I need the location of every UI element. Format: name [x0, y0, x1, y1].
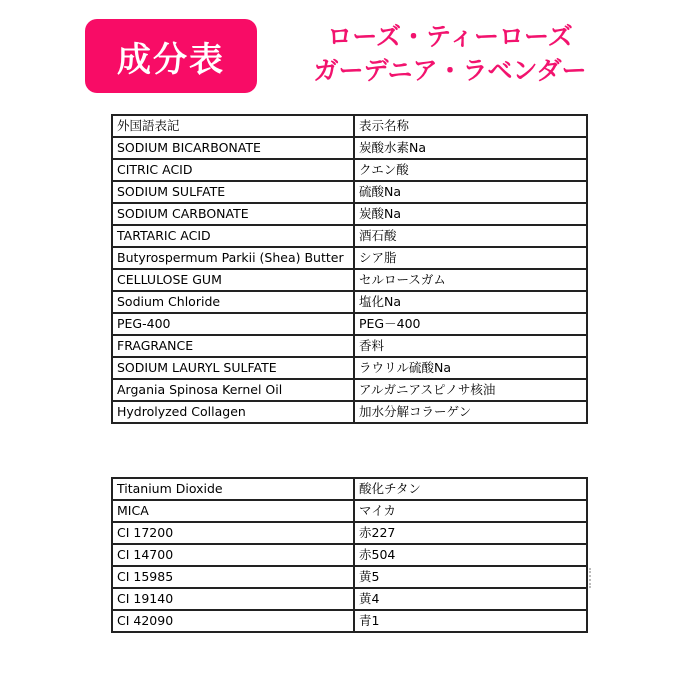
table-row: [112, 566, 587, 588]
display-name-cell: 炭酸Na: [354, 203, 587, 225]
table-row: [112, 335, 587, 357]
foreign-name-cell: CI 17200: [112, 522, 354, 544]
product-title: [300, 20, 600, 88]
display-name-cell: 赤227: [354, 522, 587, 544]
foreign-name-cell: CITRIC ACID: [112, 159, 354, 181]
foreign-name-cell: Titanium Dioxide: [112, 478, 354, 500]
foreign-name-cell: PEG-400: [112, 313, 354, 335]
foreign-name-cell: SODIUM BICARBONATE: [112, 137, 354, 159]
display-name-cell: 炭酸水素Na: [354, 137, 587, 159]
display-name-cell: ラウリル硫酸Na: [354, 357, 587, 379]
display-name-cell: シア脂: [354, 247, 587, 269]
table-row: [112, 269, 587, 291]
display-name-cell: 香料: [354, 335, 587, 357]
table-row: [112, 357, 587, 379]
display-name-cell: アルガニアスピノサ核油: [354, 379, 587, 401]
table-row: [112, 544, 587, 566]
table-row: [112, 291, 587, 313]
foreign-name-cell: CI 42090: [112, 610, 354, 632]
table-row: [112, 159, 587, 181]
header-foreign-name: 外国語表記: [112, 115, 354, 137]
foreign-name-cell: CI 14700: [112, 544, 354, 566]
product-title-line2: ガーデニア・ラベンダー: [313, 56, 587, 85]
table-row: [112, 137, 587, 159]
foreign-name-cell: SODIUM CARBONATE: [112, 203, 354, 225]
foreign-name-cell: FRAGRANCE: [112, 335, 354, 357]
table-row: [112, 588, 587, 610]
foreign-name-cell: SODIUM SULFATE: [112, 181, 354, 203]
display-name-cell: 赤504: [354, 544, 587, 566]
foreign-name-cell: Butyrospermum Parkii (Shea) Butter: [112, 247, 354, 269]
foreign-name-cell: TARTARIC ACID: [112, 225, 354, 247]
table-row: [112, 181, 587, 203]
ingredients-badge: [85, 19, 257, 93]
foreign-name-cell: Hydrolyzed Collagen: [112, 401, 354, 423]
table-row: [112, 379, 587, 401]
display-name-cell: 硫酸Na: [354, 181, 587, 203]
table-row: [112, 247, 587, 269]
foreign-name-cell: CI 19140: [112, 588, 354, 610]
table-row: [112, 610, 587, 632]
table-row: [112, 313, 587, 335]
product-title-line1: ローズ・ティーローズ: [327, 22, 573, 51]
table-header-row: [112, 115, 587, 137]
display-name-cell: 青1: [354, 610, 587, 632]
foreign-name-cell: Sodium Chloride: [112, 291, 354, 313]
foreign-name-cell: CELLULOSE GUM: [112, 269, 354, 291]
display-name-cell: マイカ: [354, 500, 587, 522]
display-name-cell: 塩化Na: [354, 291, 587, 313]
display-name-cell: セルロースガム: [354, 269, 587, 291]
foreign-name-cell: CI 15985: [112, 566, 354, 588]
display-name-cell: PEG－400: [354, 313, 587, 335]
display-name-cell: 酸化チタン: [354, 478, 587, 500]
display-name-cell: 加水分解コラーゲン: [354, 401, 587, 423]
foreign-name-cell: Argania Spinosa Kernel Oil: [112, 379, 354, 401]
display-name-cell: 酒石酸: [354, 225, 587, 247]
table-row: [112, 203, 587, 225]
display-name-cell: 黄4: [354, 588, 587, 610]
table-row: [112, 225, 587, 247]
display-name-cell: 黄5: [354, 566, 587, 588]
foreign-name-cell: MICA: [112, 500, 354, 522]
resize-handle: [589, 568, 593, 588]
table-row: [112, 522, 587, 544]
table-row: [112, 478, 587, 500]
table-row: [112, 401, 587, 423]
header-display-name: 表示名称: [354, 115, 587, 137]
colorants-table: [111, 477, 588, 633]
badge-label: 成分表: [117, 39, 225, 80]
display-name-cell: クエン酸: [354, 159, 587, 181]
foreign-name-cell: SODIUM LAURYL SULFATE: [112, 357, 354, 379]
table-row: [112, 500, 587, 522]
ingredients-table: [111, 114, 588, 424]
